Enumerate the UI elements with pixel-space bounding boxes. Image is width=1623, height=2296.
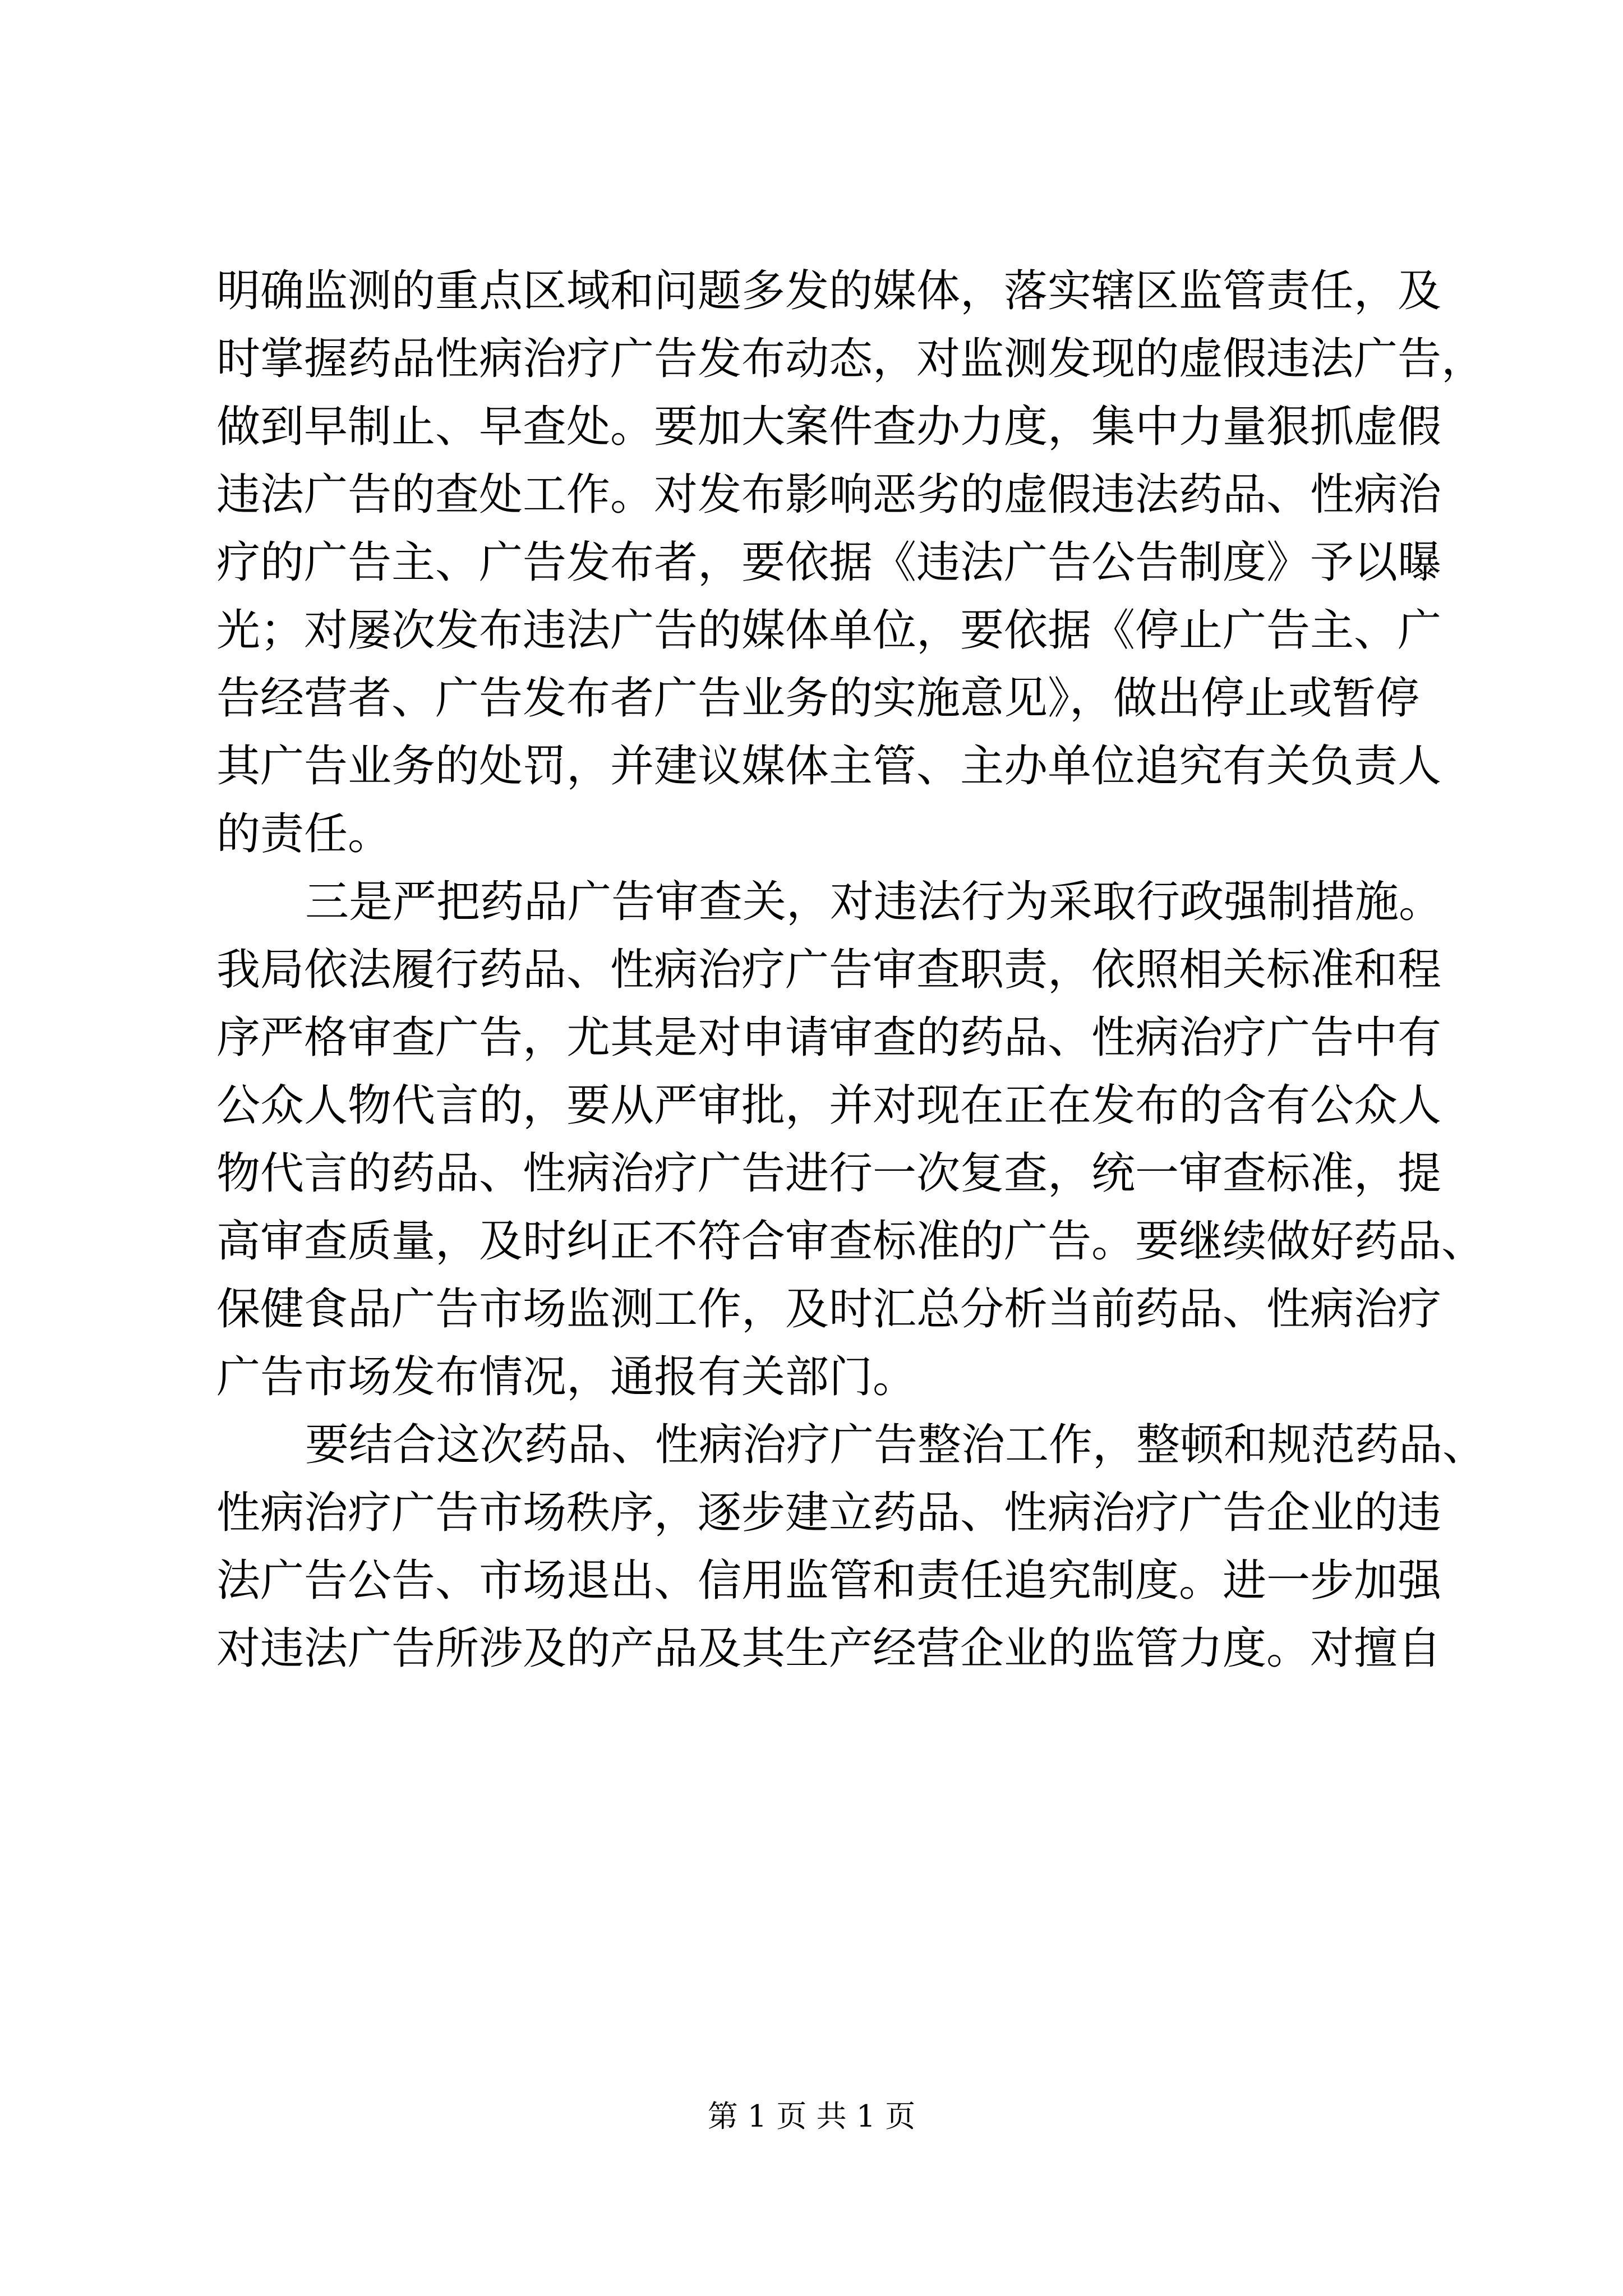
paragraph-start-line: 三是严把药品广告审查关，对违法行为采取行政强制措施。 [305, 877, 1443, 927]
text-line: 明确监测的重点区域和问题多发的媒体，落实辖区监管责任，及 [216, 266, 1442, 316]
text-line: 告经营者、广告发布者广告业务的实施意见》，做出停止或暂停 [216, 673, 1420, 724]
text-line: 对违法广告所涉及的产品及其生产经营企业的监管力度。对擅自 [216, 1623, 1442, 1674]
text-line: 高审查质量，及时纠正不符合审查标准的广告。要继续做好药品、 [216, 1216, 1486, 1267]
text-line: 序严格审查广告，尤其是对申请审查的药品、性病治疗广告中有 [216, 1013, 1442, 1063]
text-line: 违法广告的查处工作。对发布影响恶劣的虚假违法药品、性病治 [216, 470, 1442, 520]
text-line: 保健食品广告市场监测工作，及时汇总分析当前药品、性病治疗 [216, 1284, 1442, 1335]
text-line: 其广告业务的处罚，并建议媒体主管、主办单位追究有关负责人 [216, 741, 1442, 792]
text-line: 法广告公告、市场退出、信用监管和责任追究制度。进一步加强 [216, 1556, 1442, 1606]
text-line: 疗的广告主、广告发布者，要依据《违法广告公告制度》予以曝 [216, 537, 1442, 588]
text-line: 时掌握药品性病治疗广告发布动态，对监测发现的虚假违法广告， [216, 334, 1486, 384]
text-line: 的责任。 [216, 809, 392, 859]
text-line: 广告市场发布情况，通报有关部门。 [216, 1352, 917, 1402]
paragraph-start-line: 要结合这次药品、性病治疗广告整治工作，整顿和规范药品、 [305, 1420, 1487, 1470]
text-line: 光；对屡次发布违法广告的媒体单位，要依据《停止广告主、广 [216, 605, 1442, 656]
text-line: 公众人物代言的，要从严审批，并对现在正在发布的含有公众人 [216, 1080, 1442, 1131]
text-line: 做到早制止、早查处。要加大案件查办力度，集中力量狠抓虚假 [216, 402, 1442, 452]
text-line: 性病治疗广告市场秩序，逐步建立药品、性病治疗广告企业的违 [216, 1488, 1442, 1538]
page-number-footer: 第 1 页 共 1 页 [707, 2099, 916, 2134]
text-line: 我局依法履行药品、性病治疗广告审查职责，依照相关标准和程 [216, 945, 1442, 995]
text-line: 物代言的药品、性病治疗广告进行一次复查，统一审查标准，提 [216, 1148, 1442, 1199]
